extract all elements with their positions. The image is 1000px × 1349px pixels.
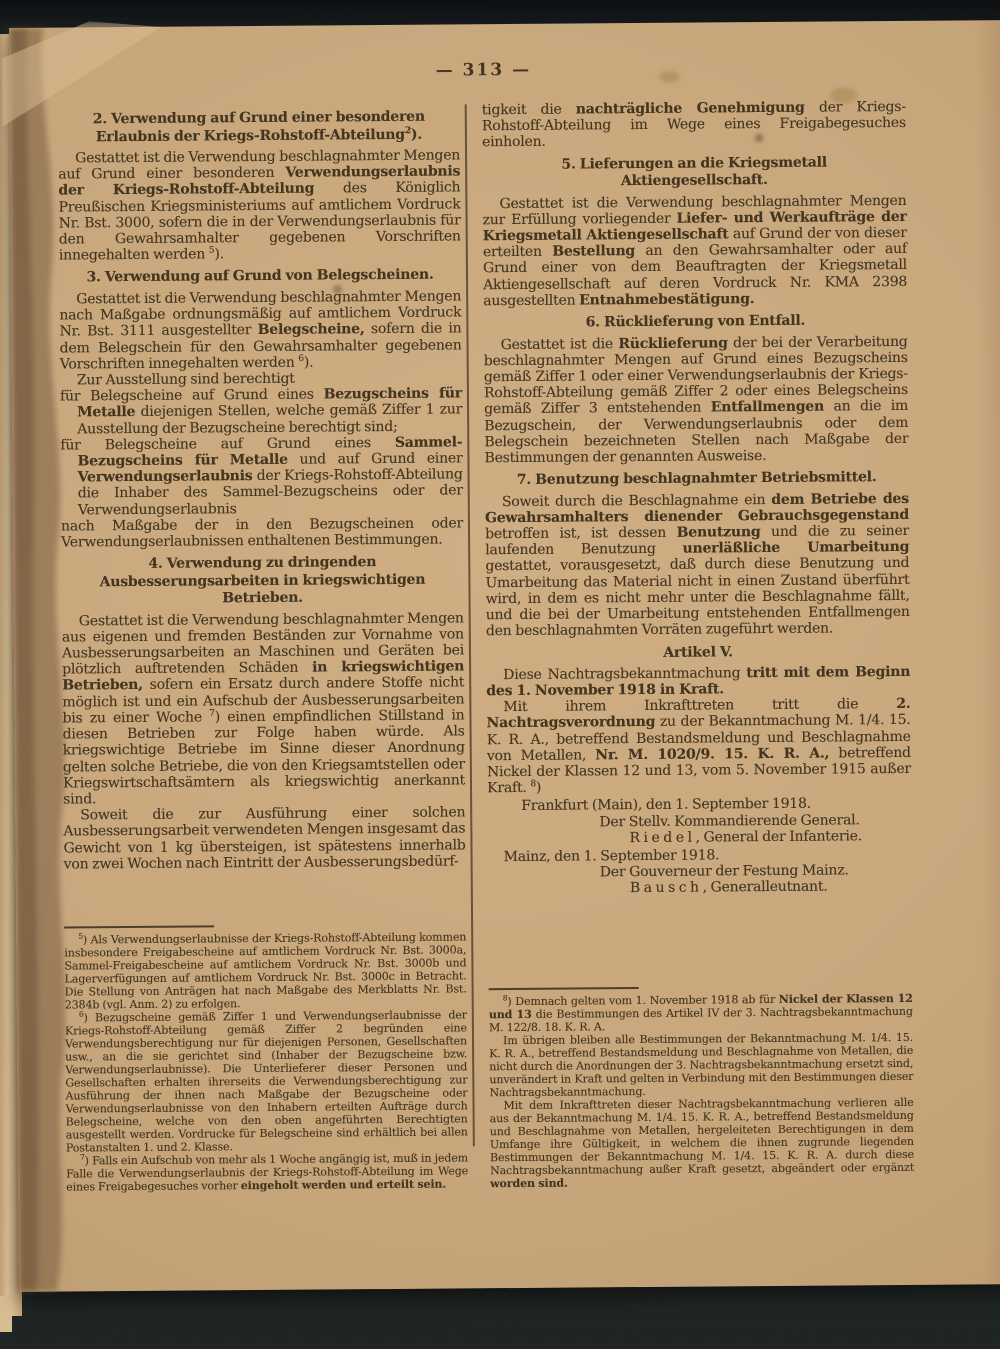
text-run: Gestattet ist die Verwendung beschlagnahmter Mengen aus eigenen und fremden Beständen zur Vornahme von Ausbesserungsarbeiten an Maschinen und Geräten bei plötzlich auftretenden Schäden bbox=[61, 610, 465, 678]
footnote bbox=[489, 992, 913, 1034]
page-stack-edge-lower bbox=[0, 1296, 12, 1332]
text-run: ). bbox=[303, 354, 314, 371]
text-run: Entnahmebestätigung. bbox=[579, 290, 755, 309]
text-run: 5. Lieferungen an die Kriegsmetall Aktiengesellschaft. bbox=[561, 154, 827, 190]
text-run: Artikel V. bbox=[663, 644, 733, 662]
text-run: für Belegscheine auf Grund eines bbox=[60, 434, 395, 454]
text-run: nach Maßgabe der in den Bezugscheinen oder Verwendungserlaubnissen enthaltenen Bestimmungen. bbox=[60, 515, 464, 551]
text-run: 8 bbox=[530, 779, 536, 790]
signature-name bbox=[487, 828, 911, 848]
text-run: 2. Verwendung auf Grund einer besonderen Erlaubnis der Kriegs-Rohstoff-Abteilung bbox=[92, 108, 425, 145]
text-run: Riedel bbox=[629, 829, 696, 846]
footnote bbox=[64, 930, 467, 1011]
text-run: Der Gouverneur der Festung Mainz. bbox=[599, 862, 849, 881]
article-heading bbox=[486, 643, 910, 663]
footnote bbox=[489, 1031, 913, 1099]
text-run: ) bbox=[535, 779, 542, 796]
section-heading bbox=[491, 469, 903, 490]
text-run: ) Falls ein Aufschub von mehr als 1 Woche angängig ist, muß in jedem Falle die Verwendungserlaubnis der Kriegs-Rohstoff-Abteilung im Wege eines Freigabegesuches vorher bbox=[66, 1151, 469, 1194]
text-run: Liefer- und Werkaufträge der Kriegsmetall Aktiengesellschaft bbox=[482, 208, 907, 245]
paragraph bbox=[486, 696, 911, 797]
text-run: Frankfurt (Main), den 1. September 1918. bbox=[521, 795, 811, 815]
text-run: Verwendungserlaubnis bbox=[77, 468, 253, 486]
book-page bbox=[9, 20, 1000, 1292]
text-run: des Königlich Preußischen Kriegsministeriums auf amtlichem Vordruck Nr. Bst. 3000, sofern die in der Verwendungserlaubnis für den Gewahrsamhalter gegebenen Vorschriften innegehalten werden bbox=[58, 179, 461, 264]
text-run: nachträgliche Genehmigung bbox=[575, 99, 805, 118]
text-run: Sammel-Bezugscheins für Metalle bbox=[77, 434, 463, 470]
text-run: Mit dem Inkrafttreten dieser Nachtragsbekanntmachung verlieren alle aus der Bekanntmachung M. 1/4. 15. K. R. A., betreffend Bestandsmeldung und Beschlagnahme von Metallen, hergeleiteten Berechtigungen in dem Umfange ihre Gültigkeit, in welchem die ihnen zugrunde liegenden Bestimmungen der Bekanntmachung M. 1/4. 15. K. R. A. durch diese Nachtragsbekanntmachung außer Kraft gesetzt, abgeändert oder ergänzt bbox=[489, 1095, 915, 1178]
text-run: Gestattet ist die Verwendung beschlagnahmter Mengen nach Maßgabe ordnungsmäßig auf amtlichem Vordruck Nr. Bst. 3111 ausgestellter bbox=[59, 288, 462, 340]
paragraph bbox=[58, 147, 461, 264]
text-run: Zur Ausstellung sind berechtigt bbox=[76, 370, 295, 389]
paragraph bbox=[62, 610, 466, 808]
text-run: der Kriegs-Rohstoff-Abteilung die Inhaber des Sammel-Bezugscheins oder der Verwendungserlaubnis bbox=[77, 466, 463, 518]
text-run: 5 bbox=[208, 245, 215, 256]
text-run: und die zu seiner laufenden Benutzung bbox=[485, 522, 910, 559]
text-run: in kriegswichtigen Betrieben, bbox=[62, 658, 465, 695]
text-run: auf Grund der von dieser erteilten bbox=[482, 224, 907, 261]
text-run: eingeholt werden und erteilt sein. bbox=[240, 1177, 447, 1193]
text-run: gestattet, vorausgesetzt, daß durch diese Benutzung und Umarbeitung das Material nicht in einen Zustand überführt wird, in dem es nicht mehr unter die Beschlagnahme fällt, und die bei der Umarbeitung entstehenden Entfallmengen den beschlagnahmten Vorräten zugeführt werden. bbox=[485, 555, 910, 640]
text-run: ) einen empfindlichen Stillstand in diesen Betrieben zur Folge haben würde. Als kriegswichtige Betriebe im Sinne dieser Anordnung gelten solche Betriebe, die von den Kriegsamtstellen oder Kriegswirtschaftsämtern als kriegswichtig anerkannt sind. bbox=[62, 707, 466, 808]
text-run: Gestattet ist die Verwendung beschlagnahmter Mengen auf Grund einer besonderen bbox=[58, 147, 461, 183]
text-run: Verwendungserlaubnis der Kriegs-Rohstoff-Abteilung bbox=[58, 163, 461, 199]
text-run: dem Betriebe des Gewahrsamhalters dienender Gebrauchsgegenstand bbox=[484, 490, 909, 527]
text-run: und auf Grund einer bbox=[287, 450, 463, 468]
text-run: sofern die in dem Belegschein für den Gewahrsamhalter gegebenen Vorschriften innegehalten werden bbox=[59, 320, 462, 373]
text-run: ). bbox=[410, 126, 423, 143]
text-run: zu der Bekanntmachung M. 1/4. 15. K. R. A., betreffend Bestandsmeldung und Beschlagnahme von Metallen, bbox=[486, 712, 911, 764]
text-run: betreffend Nickel der Klassen 12 und 13, vom 5. November 1915 außer Kraft. bbox=[486, 744, 911, 797]
list-item bbox=[60, 386, 462, 438]
text-run: 6 bbox=[78, 1009, 84, 1019]
text-run: Benutzung bbox=[676, 524, 761, 541]
text-run: 4. Verwendung zu dringenden Ausbesserungsarbeiten in kriegswichtigen Betrieben. bbox=[99, 554, 426, 607]
right-edge-shadow bbox=[975, 20, 1000, 1284]
text-run: 7 bbox=[79, 1152, 85, 1162]
page-number: — 313 — bbox=[435, 59, 532, 81]
text-run: Nr. M. 1020/9. 15. K. R. A., bbox=[595, 745, 830, 764]
footnote bbox=[65, 1008, 468, 1154]
paragraph bbox=[482, 193, 907, 310]
section-heading bbox=[67, 554, 457, 610]
text-run: die Bestimmungen des Artikel IV der 3. Nachtragsbekanntmachung M. 122/8. 18. K. R. A. bbox=[488, 1004, 913, 1035]
text-run: für Belegscheine auf Grund eines bbox=[59, 386, 324, 405]
section-heading bbox=[489, 312, 901, 333]
text-run: Bezugscheins für Metalle bbox=[77, 385, 462, 421]
paragraph bbox=[485, 491, 910, 640]
paragraph bbox=[61, 515, 463, 551]
text-run: unerläßliche Umarbeitung bbox=[682, 539, 910, 557]
text-run: 3. Verwendung auf Grund von Belegscheinen. bbox=[86, 267, 434, 286]
text-run: ) Bezugscheine gemäß Ziffer 1 und Verwendungserlaubnisse der Kriegs-Rohstoff-Abteilung gemäß Ziffer 2 begründen eine Verwendungsberechtigung nur für diejenigen Personen, Gesellschaften usw., an die sie gerichtet sind (Inhaber der Bezugscheine bzw. Verwendungserlaubnisse). Die Unterlieferer dieser Personen und Gesellschaften erhalten ihrerseits die Verwendungsberechtigung zur Ausführung der ihnen nach Maßgabe der Bezugscheine oder Verwendungserlaubnisse von den Inhabern erteilten Aufträge durch Belegscheine, welche von den oben angeführten Berechtigten ausgestellt werden. Vordrucke für Belegscheine sind erhältlich bei allen Postanstalten 1. und 2. Klasse. bbox=[64, 1008, 468, 1155]
section-heading bbox=[65, 267, 455, 288]
text-run: Mit ihrem Inkrafttreten tritt die bbox=[503, 696, 897, 716]
text-run: ) Als Verwendungserlaubnisse der Kriegs-Rohstoff-Abteilung kommen insbesondere Freigabescheine auf amtlichem Vordruck Nr. Bst. 3000a, Sammel-Freigabescheine auf amtlichem Vordruck Nr. Bst. 3000b und Lagerverfügungen auf amtlichem Vordruck Nr. Bst. 3000c in Betracht. Die Stellung von Anträgen hat nach Maßgabe des Merkblatts Nr. Bst. 2384b (vgl. Anm. 2) zu erfolgen. bbox=[64, 930, 467, 1012]
text-run: Nickel der Klassen 12 und 13 bbox=[488, 991, 913, 1022]
left-column bbox=[58, 102, 469, 1193]
text-run: tritt mit dem Beginn des 1. November 1918 in Kraft. bbox=[486, 663, 911, 700]
text-run: Im übrigen bleiben alle Bestimmungen der Bekanntmachung M. 1/4. 15. K. R. A., betreffend Bestandsmeldung und Beschlagnahme von Metallen, die nicht durch die Anordnungen der 3. Nachtragsbekanntmachung ersetzt sind, unverändert in Kraft und gelten in Verbindung mit den Bestimmungen dieser Nachtragsbekanntmachung. bbox=[489, 1030, 914, 1100]
text-run: , General der Infanterie. bbox=[695, 827, 862, 846]
footnote bbox=[489, 1096, 914, 1190]
text-run: ) Demnach gelten vom 1. November 1918 ab für bbox=[507, 992, 779, 1009]
text-run: diejenigen Stellen, welche gemäß Ziffer 1 zur Ausstellung der Bezugscheine berechtigt sind; bbox=[77, 401, 463, 437]
text-run: , Generalleutnant. bbox=[702, 878, 828, 896]
text-run: 2. Nachtragsverordnung bbox=[486, 695, 911, 732]
text-run: 2 bbox=[404, 125, 411, 136]
section-heading bbox=[64, 108, 454, 146]
text-run: an den Gewahrsamhalter oder auf Grund einer von dem Beauftragten der Kriegsmetall Aktiengesellschaft auf deren Vordruck Nr. KMA 2398 ausgestellten bbox=[482, 241, 908, 310]
paragraph bbox=[483, 333, 908, 466]
text-run: 6. Rücklieferung von Entfall. bbox=[585, 312, 806, 331]
text-run: Belegscheine, bbox=[257, 321, 365, 339]
paragraph bbox=[486, 664, 910, 700]
text-run: 6 bbox=[298, 353, 304, 364]
text-run: worden sind. bbox=[490, 1176, 568, 1191]
paragraph bbox=[482, 99, 906, 151]
text-run: Rücklieferung bbox=[618, 334, 728, 352]
right-column bbox=[482, 99, 915, 1190]
section-heading bbox=[488, 154, 900, 192]
text-run: Bestellung bbox=[552, 243, 636, 260]
text-run: Entfallmengen bbox=[710, 398, 825, 416]
text-run: der Kriegs-Rohstoff-Abteilung im Wege eines Freigabegesuches einholen. bbox=[481, 98, 906, 151]
text-run: sofern ein Ersatz durch andere Stoffe nicht möglich ist und ein Aufschub der Ausbesserungsarbeiten bis zu einer Woche bbox=[62, 674, 465, 727]
text-run: Soweit durch die Beschlagnahme ein bbox=[501, 491, 772, 510]
text-run: Der Stellv. Kommandierende General. bbox=[599, 811, 860, 830]
text-run: 7. Benutzung beschlagnahmter Betriebsmittel. bbox=[516, 469, 877, 489]
text-run: 7 bbox=[209, 708, 215, 719]
list-item bbox=[60, 434, 463, 518]
footnote-rule bbox=[64, 925, 214, 928]
text-run: 8 bbox=[502, 993, 508, 1003]
footnote bbox=[66, 1151, 468, 1193]
signature-name bbox=[488, 878, 912, 898]
text-run: Mainz, den 1. September 1918. bbox=[503, 847, 720, 866]
text-run: ). bbox=[214, 246, 224, 263]
text-run: 5 bbox=[78, 931, 83, 941]
text-run: Gestattet ist die bbox=[500, 335, 619, 353]
text-run: Gestattet ist die Verwendung beschlagnahmter Mengen zur Erfüllung vorliegender bbox=[482, 192, 907, 229]
footnote-rule bbox=[489, 987, 639, 990]
text-run: Bausch bbox=[629, 879, 703, 897]
text-run: tigkeit die bbox=[481, 101, 576, 119]
text-run: Diese Nachtragsbekanntmachung bbox=[503, 664, 747, 683]
text-run: betroffen ist, ist dessen bbox=[484, 524, 677, 543]
paragraph bbox=[59, 288, 462, 372]
text-run: Soweit die zur Ausführung einer solchen Ausbesserungsarbeit verwendeten Mengen insgesamt das Gewicht von 1 kg übersteigen, ist spätestens innerhalb von zwei Wochen nach Eintritt der Ausbesserungsbedürf- bbox=[63, 804, 466, 873]
text-run: der bei der Verarbeitung beschlagnahmter Mengen auf Grund eines Bezugscheins gemäß Ziffer 1 oder einer Verwendungserlaubnis der Kriegs-Rohstoff-Abteilung gemäß Ziffer 2 oder eines Belegscheins gemäß Ziffer 3 entstehenden bbox=[483, 333, 908, 418]
text-run: an die im Bezugschein, der Verwendungserlaubnis oder dem Belegschein bezeichneten Stellen nach Maßgabe der Bestimmungen der genannten Ausweise. bbox=[484, 398, 909, 467]
paragraph bbox=[63, 804, 465, 872]
